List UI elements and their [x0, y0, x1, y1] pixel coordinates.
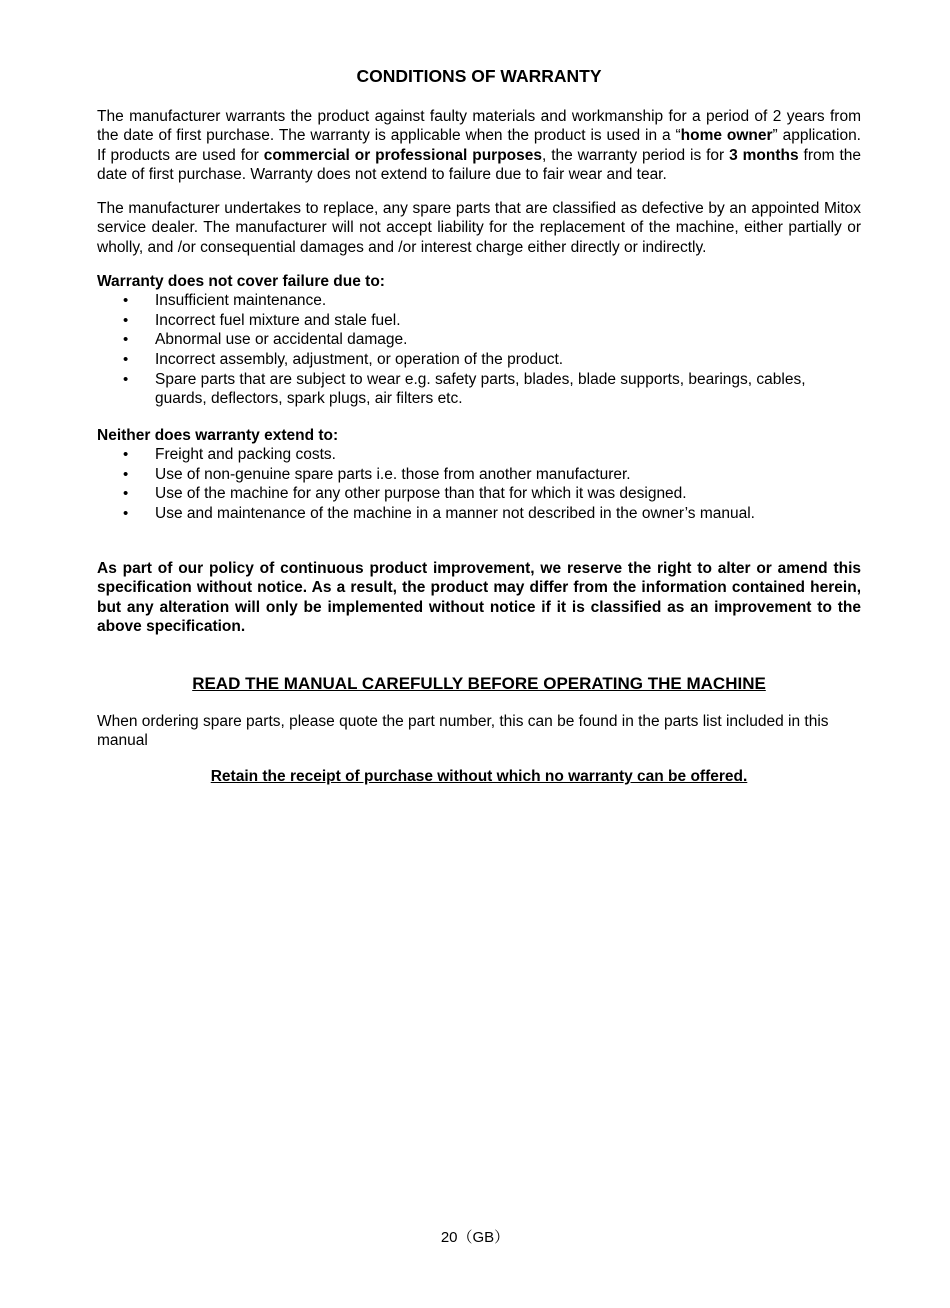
replacement-paragraph: The manufacturer undertakes to replace, any spare parts that are classified as defective by an appointed Mitox service dealer. The manufacturer will not accept liability for the replacement of the machine, either partially or wholly, and /or consequential damages and /or interest charge either directly or indirectly. [97, 200, 861, 256]
policy-paragraph: As part of our policy of continuous product improvement, we reserve the right to alter or amend this specification without notice. As a result, the product may differ from the information contained herein, but any alteration will only be implemented without notice if it is classified as an improvement to the above specification. [97, 560, 861, 635]
bullet-icon: • [123, 485, 129, 503]
paragraph-text: The manufacturer warrants the product against faulty materials and workmanship for a period of 2 years from the date of first purchase. The warranty is applicable when the product is used in a “ [97, 108, 861, 145]
bullet-icon: • [123, 311, 129, 329]
bullet-icon: • [123, 351, 129, 369]
ordering-paragraph: When ordering spare parts, please quote the part number, this can be found in the parts list included in this manual [97, 713, 829, 750]
bullet-icon: • [123, 446, 129, 464]
list-item: • Insufficient maintenance. [123, 292, 327, 310]
not-covered-section [97, 272, 861, 409]
list-item: • Incorrect fuel mixture and stale fuel. [123, 311, 401, 329]
not-extend-section [97, 426, 861, 524]
list-item: • Use of non-genuine spare parts i.e. those from another manufacturer. [123, 465, 631, 483]
list-item: • Abnormal use or accidental damage. [123, 331, 408, 349]
page-title: CONDITIONS OF WARRANTY [356, 66, 602, 86]
list-item: • Spare parts that are subject to wear e.g. safety parts, blades, blade supports, bearings, cables, guards, deflectors, spark plugs, air filters etc. [123, 370, 806, 408]
not-covered-list [97, 291, 861, 409]
bullet-icon: • [123, 370, 129, 388]
bullet-icon: • [123, 292, 129, 310]
not-extend-list [97, 445, 861, 523]
list-item: • Freight and packing costs. [123, 446, 336, 464]
emphasis-commercial: commercial or professional purposes [263, 146, 543, 164]
bullet-icon: • [123, 505, 129, 523]
paragraph-text: ” application. If products are used for [97, 127, 861, 164]
warranty-period-paragraph [97, 107, 861, 184]
emphasis-3-months: 3 months [729, 146, 799, 164]
emphasis-home-owner: home owner [680, 127, 773, 145]
paragraph-text: , the warranty period is for [542, 146, 730, 164]
read-manual-heading: READ THE MANUAL CAREFULLY BEFORE OPERATING THE MACHINE [192, 674, 766, 693]
page-number: 20（GB） [440, 1229, 510, 1246]
bullet-icon: • [123, 331, 129, 349]
not-extend-heading: Neither does warranty extend to: [97, 427, 339, 444]
list-item: • Incorrect assembly, adjustment, or operation of the product. [123, 351, 564, 369]
list-item: • Use and maintenance of the machine in a manner not described in the owner’s manual. [123, 505, 755, 523]
not-covered-heading: Warranty does not cover failure due to: [97, 273, 385, 290]
paragraph-text: from the date of first purchase. Warranty does not extend to failure due to fair wear and tear. [97, 146, 861, 183]
retain-receipt-notice: Retain the receipt of purchase without which no warranty can be offered. [210, 768, 748, 785]
list-item: • Use of the machine for any other purpose than that for which it was designed. [123, 485, 687, 503]
bullet-icon: • [123, 465, 129, 483]
